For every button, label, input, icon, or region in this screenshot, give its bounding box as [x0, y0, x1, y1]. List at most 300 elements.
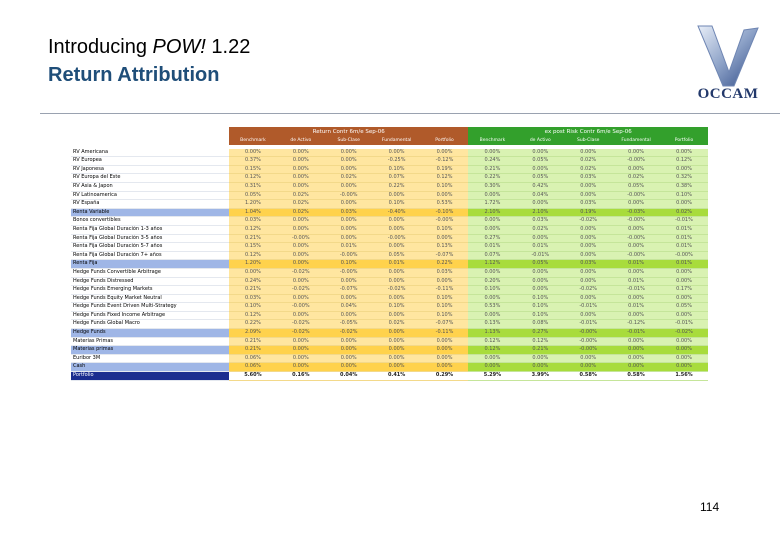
table-row	[71, 363, 708, 372]
table-cell: 0.00%	[325, 354, 373, 363]
table-cell: -0.02%	[277, 268, 325, 277]
row-label: Renta Fija Global Duración 5-7 años	[71, 243, 229, 252]
table-row	[71, 243, 708, 252]
table-cell: 0.00%	[468, 149, 516, 157]
table-cell: -0.02%	[564, 286, 612, 295]
table-row	[71, 217, 708, 226]
table-cell: 0.10%	[421, 311, 469, 320]
table-cell: 0.01%	[373, 260, 421, 269]
table-cell: 1.20%	[229, 260, 277, 269]
table-cell: -0.02%	[277, 320, 325, 329]
table-cell: 0.27%	[516, 329, 564, 338]
table-row	[71, 260, 708, 269]
table-cell: 0.00%	[277, 277, 325, 286]
table-cell: 0.00%	[325, 346, 373, 355]
column-header: Sub-Clase	[564, 137, 612, 145]
row-label: Hedge Funds Event Driven Multi-Strategy	[71, 303, 229, 312]
table-cell: 0.10%	[325, 260, 373, 269]
table-cell: 0.00%	[516, 277, 564, 286]
table-cell: 0.20%	[468, 277, 516, 286]
table-cell: 0.00%	[660, 268, 708, 277]
table-cell: 0.00%	[277, 217, 325, 226]
table-cell: 0.02%	[277, 200, 325, 209]
table-cell: 0.00%	[468, 191, 516, 200]
table-cell: 0.03%	[325, 208, 373, 217]
table-row	[71, 294, 708, 303]
table-cell: 0.00%	[564, 182, 612, 191]
table-row	[71, 165, 708, 174]
table-cell: 0.00%	[277, 363, 325, 372]
table-cell: 5.29%	[468, 372, 516, 381]
table-cell: 0.10%	[421, 303, 469, 312]
table-cell: -0.05%	[325, 320, 373, 329]
table-cell: 0.00%	[373, 225, 421, 234]
table-cell: 0.21%	[229, 337, 277, 346]
table-cell: 0.00%	[660, 354, 708, 363]
table-cell: -0.01%	[612, 329, 660, 338]
table-cell: 0.00%	[612, 363, 660, 372]
table-cell: 0.12%	[229, 225, 277, 234]
table-cell: 0.00%	[277, 294, 325, 303]
table-cell: 0.10%	[516, 311, 564, 320]
table-cell: 0.00%	[373, 329, 421, 338]
table-cell: 2.09%	[229, 329, 277, 338]
table-cell: 0.10%	[421, 182, 469, 191]
table-cell: 0.01%	[612, 277, 660, 286]
table-corner	[71, 127, 229, 137]
table-row	[71, 320, 708, 329]
return-group-header: Return Contr 6m/e Sep-06	[229, 127, 468, 137]
table-cell: 0.00%	[325, 337, 373, 346]
table-cell: 0.00%	[277, 225, 325, 234]
table-cell: 0.32%	[660, 174, 708, 183]
row-label: Portfolio	[71, 372, 229, 381]
table-cell: -0.03%	[612, 208, 660, 217]
table-cell: 0.00%	[325, 157, 373, 166]
table-cell: 0.00%	[612, 346, 660, 355]
table-cell: 5.60%	[229, 372, 277, 381]
table-cell: -0.02%	[277, 286, 325, 295]
table-cell: -0.02%	[660, 329, 708, 338]
table-row	[71, 329, 708, 338]
table-cell: -0.00%	[325, 268, 373, 277]
table-cell: 0.01%	[612, 303, 660, 312]
table-cell: 1.72%	[468, 200, 516, 209]
row-label: RV Latinoamerica	[71, 191, 229, 200]
table-cell: -0.12%	[421, 157, 469, 166]
table-cell: 0.02%	[660, 208, 708, 217]
table-cell: 0.00%	[660, 200, 708, 209]
table-cell: 0.10%	[660, 191, 708, 200]
table-cell: 0.00%	[421, 149, 469, 157]
table-cell: 0.08%	[516, 320, 564, 329]
table-cell: -0.07%	[325, 286, 373, 295]
table-cell: -0.00%	[612, 157, 660, 166]
table-cell: 0.16%	[277, 372, 325, 381]
column-header: Fundamental	[612, 137, 660, 145]
table-cell: 1.56%	[660, 372, 708, 381]
table-cell: 0.00%	[325, 277, 373, 286]
table-cell: 0.00%	[468, 363, 516, 372]
table-cell: -0.40%	[373, 208, 421, 217]
table-cell: 0.00%	[612, 200, 660, 209]
table-cell: -0.02%	[373, 286, 421, 295]
table-cell: 0.02%	[516, 225, 564, 234]
table-cell: 0.02%	[612, 174, 660, 183]
table-cell: 0.03%	[421, 268, 469, 277]
table-cell: 0.10%	[421, 225, 469, 234]
table-cell: 0.02%	[373, 320, 421, 329]
table-cell: 0.02%	[564, 157, 612, 166]
table-cell: 0.00%	[277, 260, 325, 269]
table-cell: 0.00%	[277, 337, 325, 346]
table-cell: 0.00%	[516, 286, 564, 295]
row-label: RV Europa del Este	[71, 174, 229, 183]
table-cell: 0.05%	[516, 174, 564, 183]
table-cell: 0.00%	[612, 165, 660, 174]
table-cell: 0.00%	[564, 251, 612, 260]
table-cell: 0.05%	[516, 157, 564, 166]
table-cell: 1.20%	[229, 200, 277, 209]
table-cell: 0.53%	[468, 303, 516, 312]
table-cell: 0.00%	[373, 337, 421, 346]
table-row	[71, 251, 708, 260]
table-cell: 1.13%	[468, 329, 516, 338]
table-cell: 0.00%	[421, 277, 469, 286]
table-cell: 0.04%	[325, 303, 373, 312]
column-header: Fundamental	[373, 137, 421, 145]
table-cell: 0.01%	[516, 243, 564, 252]
table-cell: -0.00%	[660, 251, 708, 260]
table-cell: -0.00%	[325, 251, 373, 260]
risk-group-header: ex post Risk Contr 6m/e Sep-06	[468, 127, 708, 137]
table-cell: -0.02%	[325, 329, 373, 338]
table-cell: 0.10%	[516, 294, 564, 303]
table-cell: 0.05%	[516, 260, 564, 269]
table-cell: 0.00%	[373, 217, 421, 226]
table-cell: 0.01%	[660, 243, 708, 252]
table-row	[71, 149, 708, 157]
table-cell: 0.24%	[229, 277, 277, 286]
row-label: Hedge Funds Emerging Markets	[71, 286, 229, 295]
table-cell: 0.00%	[373, 277, 421, 286]
table-cell: 0.00%	[516, 149, 564, 157]
table-cell: 0.00%	[325, 182, 373, 191]
table-cell: -0.11%	[421, 286, 469, 295]
table-cell: 0.00%	[421, 354, 469, 363]
table-cell: 0.22%	[421, 260, 469, 269]
row-label: Hedge Funds	[71, 329, 229, 338]
table-cell: 0.07%	[468, 251, 516, 260]
table-row	[71, 354, 708, 363]
table-cell: 0.04%	[325, 372, 373, 381]
table-cell: 0.00%	[325, 165, 373, 174]
table-cell: 0.19%	[421, 165, 469, 174]
row-label: Materias Primas	[71, 337, 229, 346]
table-cell: 0.12%	[660, 157, 708, 166]
row-label: RV Europea	[71, 157, 229, 166]
table-cell: 0.13%	[468, 320, 516, 329]
table-cell: 0.00%	[516, 234, 564, 243]
table-cell: -0.25%	[373, 157, 421, 166]
table-cell: 0.12%	[229, 174, 277, 183]
table-cell: 0.01%	[660, 234, 708, 243]
table-row	[71, 225, 708, 234]
table-cell: 0.10%	[229, 303, 277, 312]
table-cell: 0.06%	[229, 354, 277, 363]
table-cell: 0.00%	[277, 243, 325, 252]
slide-title: Introducing POW! 1.22	[48, 36, 251, 58]
table-row	[71, 234, 708, 243]
row-label: Renta Fija Global Duración 3-5 años	[71, 234, 229, 243]
table-cell: 0.29%	[421, 372, 469, 381]
table-cell: 0.22%	[229, 320, 277, 329]
table-cell: 0.00%	[564, 311, 612, 320]
table-cell: -0.00%	[277, 234, 325, 243]
table-cell: 0.00%	[325, 217, 373, 226]
table-cell: 0.00%	[468, 268, 516, 277]
table-cell: -0.00%	[325, 191, 373, 200]
table-cell: 0.12%	[468, 346, 516, 355]
table-cell: 0.00%	[373, 149, 421, 157]
table-cell: 2.10%	[516, 208, 564, 217]
column-header: Portfolio	[660, 137, 708, 145]
table-cell: 0.00%	[612, 354, 660, 363]
table-cell: 0.01%	[468, 243, 516, 252]
row-label: Renta Fija Global Duración 1-3 años	[71, 225, 229, 234]
table-row	[71, 182, 708, 191]
table-cell: 0.00%	[612, 337, 660, 346]
table-cell: 0.00%	[516, 363, 564, 372]
table-cell: 0.27%	[468, 234, 516, 243]
table-cell: 0.00%	[660, 337, 708, 346]
table-cell: 0.00%	[564, 243, 612, 252]
table-cell: 0.00%	[325, 200, 373, 209]
slide-subtitle: Return Attribution	[48, 64, 220, 86]
column-header: Sub-Clase	[325, 137, 373, 145]
table-cell: 0.21%	[229, 234, 277, 243]
table-cell: 0.02%	[277, 208, 325, 217]
table-cell: 0.00%	[564, 191, 612, 200]
table-cell: 0.00%	[660, 363, 708, 372]
table-cell: 0.03%	[516, 217, 564, 226]
table-cell: 0.00%	[373, 311, 421, 320]
table-row	[71, 268, 708, 277]
table-cell: 1.12%	[468, 260, 516, 269]
table-cell: -0.00%	[564, 329, 612, 338]
table-cell: 0.00%	[373, 268, 421, 277]
column-header: de Activo	[277, 137, 325, 145]
row-label: Bonos convertibles	[71, 217, 229, 226]
table-cell: 0.13%	[421, 243, 469, 252]
table-cell: 0.00%	[612, 311, 660, 320]
table-cell: 0.12%	[468, 337, 516, 346]
occam-logo-text: OCCAM	[697, 86, 759, 102]
table-cell: 0.00%	[373, 191, 421, 200]
table-cell: 0.21%	[468, 165, 516, 174]
table-cell: 3.99%	[516, 372, 564, 381]
table-cell: 0.03%	[564, 260, 612, 269]
table-cell: 0.00%	[277, 165, 325, 174]
table-cell: -0.07%	[421, 320, 469, 329]
table-cell: -0.01%	[516, 251, 564, 260]
table-cell: 2.10%	[468, 208, 516, 217]
table-cell: -0.01%	[612, 286, 660, 295]
table-cell: 0.00%	[564, 149, 612, 157]
table-cell: -0.00%	[612, 217, 660, 226]
row-label: RV Americana	[71, 149, 229, 157]
table-cell: 0.00%	[325, 294, 373, 303]
table-cell: 0.00%	[277, 149, 325, 157]
header-divider	[40, 113, 780, 114]
table-cell: -0.00%	[564, 337, 612, 346]
table-cell: 0.38%	[660, 182, 708, 191]
table-cell: 0.00%	[277, 182, 325, 191]
table-cell: 0.10%	[421, 294, 469, 303]
row-label: Renta Fija	[71, 260, 229, 269]
table-cell: 0.37%	[229, 157, 277, 166]
table-row	[71, 277, 708, 286]
table-cell: 0.06%	[229, 363, 277, 372]
table-cell: 0.22%	[373, 182, 421, 191]
row-label: RV España	[71, 200, 229, 209]
table-cell: 0.05%	[373, 251, 421, 260]
table-cell: 0.00%	[277, 354, 325, 363]
table-cell: 0.58%	[612, 372, 660, 381]
table-cell: 0.00%	[612, 149, 660, 157]
table-cell: 0.00%	[660, 294, 708, 303]
table-row	[71, 303, 708, 312]
table-cell: 0.12%	[421, 174, 469, 183]
table-cell: 0.01%	[612, 260, 660, 269]
table-cell: -0.01%	[660, 217, 708, 226]
table-cell: 0.00%	[516, 165, 564, 174]
table-cell: 0.24%	[468, 157, 516, 166]
row-label: Hedge Funds Fixed Income Arbitrage	[71, 311, 229, 320]
table-cell: 0.00%	[373, 294, 421, 303]
table-cell: 0.00%	[229, 268, 277, 277]
column-header: de Activo	[516, 137, 564, 145]
table-cell: 0.01%	[660, 225, 708, 234]
table-cell: 0.00%	[612, 268, 660, 277]
table-cell: 0.00%	[660, 149, 708, 157]
table-cell: 0.03%	[229, 217, 277, 226]
table-cell: 0.00%	[564, 225, 612, 234]
table-cell: 0.53%	[421, 200, 469, 209]
table-cell: 0.00%	[564, 234, 612, 243]
table-cell: -0.01%	[564, 320, 612, 329]
table-cell: 0.00%	[516, 268, 564, 277]
table-cell: -0.11%	[421, 329, 469, 338]
row-label: RV Asia & Japon	[71, 182, 229, 191]
table-cell: 0.00%	[564, 277, 612, 286]
table-cell: 0.19%	[564, 208, 612, 217]
table-cell: 0.10%	[516, 303, 564, 312]
table-cell: 0.01%	[325, 243, 373, 252]
table-cell: 0.12%	[229, 251, 277, 260]
table-cell: 0.01%	[660, 260, 708, 269]
table-cell: 0.58%	[564, 372, 612, 381]
table-cell: -0.00%	[277, 303, 325, 312]
table-row	[71, 200, 708, 209]
table-cell: -0.00%	[373, 234, 421, 243]
table-cell: 0.00%	[325, 311, 373, 320]
table-cell: 0.00%	[516, 354, 564, 363]
table-cell: -0.00%	[421, 217, 469, 226]
table-corner-sub	[71, 137, 229, 145]
table-cell: -0.02%	[277, 329, 325, 338]
table-cell: 0.02%	[325, 174, 373, 183]
table-cell: 0.00%	[421, 346, 469, 355]
table-cell: 0.00%	[468, 311, 516, 320]
table-cell: 0.00%	[660, 346, 708, 355]
table-cell: 0.05%	[660, 303, 708, 312]
table-cell: 0.00%	[516, 200, 564, 209]
table-cell: 0.00%	[373, 346, 421, 355]
row-label: Renta Fija Global Duración 7+ años	[71, 251, 229, 260]
table-cell: 0.00%	[612, 225, 660, 234]
table-cell: 0.00%	[229, 149, 277, 157]
row-label: Renta Variable	[71, 208, 229, 217]
table-cell: 0.00%	[373, 363, 421, 372]
row-label: RV Japonesa	[71, 165, 229, 174]
table-cell: -0.12%	[612, 320, 660, 329]
table-cell: 0.10%	[468, 286, 516, 295]
table-cell: 0.41%	[373, 372, 421, 381]
row-label: Materias primas	[71, 346, 229, 355]
row-label: Hedge Funds Global Macro	[71, 320, 229, 329]
row-label: Cash	[71, 363, 229, 372]
table-cell: 0.31%	[229, 182, 277, 191]
table-cell: -0.00%	[612, 251, 660, 260]
table-cell: 0.22%	[468, 174, 516, 183]
row-label: Hedge Funds Equity Market Neutral	[71, 294, 229, 303]
table-cell: 0.30%	[468, 182, 516, 191]
row-label: Hedge Funds Convertible Arbitrage	[71, 268, 229, 277]
table-cell: 0.00%	[660, 165, 708, 174]
row-label: Hedge Funds Distressed	[71, 277, 229, 286]
table-cell: -0.00%	[612, 234, 660, 243]
page-number: 114	[700, 500, 720, 514]
table-row	[71, 174, 708, 183]
table-row	[71, 286, 708, 295]
table-cell: 0.00%	[468, 354, 516, 363]
table-cell: 0.00%	[325, 149, 373, 157]
table-cell: 0.15%	[229, 243, 277, 252]
table-cell: 0.03%	[564, 200, 612, 209]
table-cell: 0.12%	[229, 311, 277, 320]
table-cell: 0.00%	[373, 243, 421, 252]
table-row	[71, 208, 708, 217]
table-row	[71, 157, 708, 166]
table-cell: 0.00%	[564, 363, 612, 372]
table-cell: 0.00%	[421, 234, 469, 243]
table-cell: 1.04%	[229, 208, 277, 217]
table-cell: -0.01%	[660, 320, 708, 329]
table-cell: 0.00%	[612, 294, 660, 303]
table-cell: 0.02%	[564, 165, 612, 174]
table-row	[71, 311, 708, 320]
table-cell: 0.42%	[516, 182, 564, 191]
table-cell: 0.00%	[325, 234, 373, 243]
table-cell: 0.00%	[277, 346, 325, 355]
table-cell: 0.21%	[516, 346, 564, 355]
table-cell: 0.04%	[516, 191, 564, 200]
table-cell: 0.10%	[373, 200, 421, 209]
column-header: Benchmark	[229, 137, 277, 145]
table-cell: -0.02%	[564, 217, 612, 226]
table-cell: 0.00%	[421, 363, 469, 372]
